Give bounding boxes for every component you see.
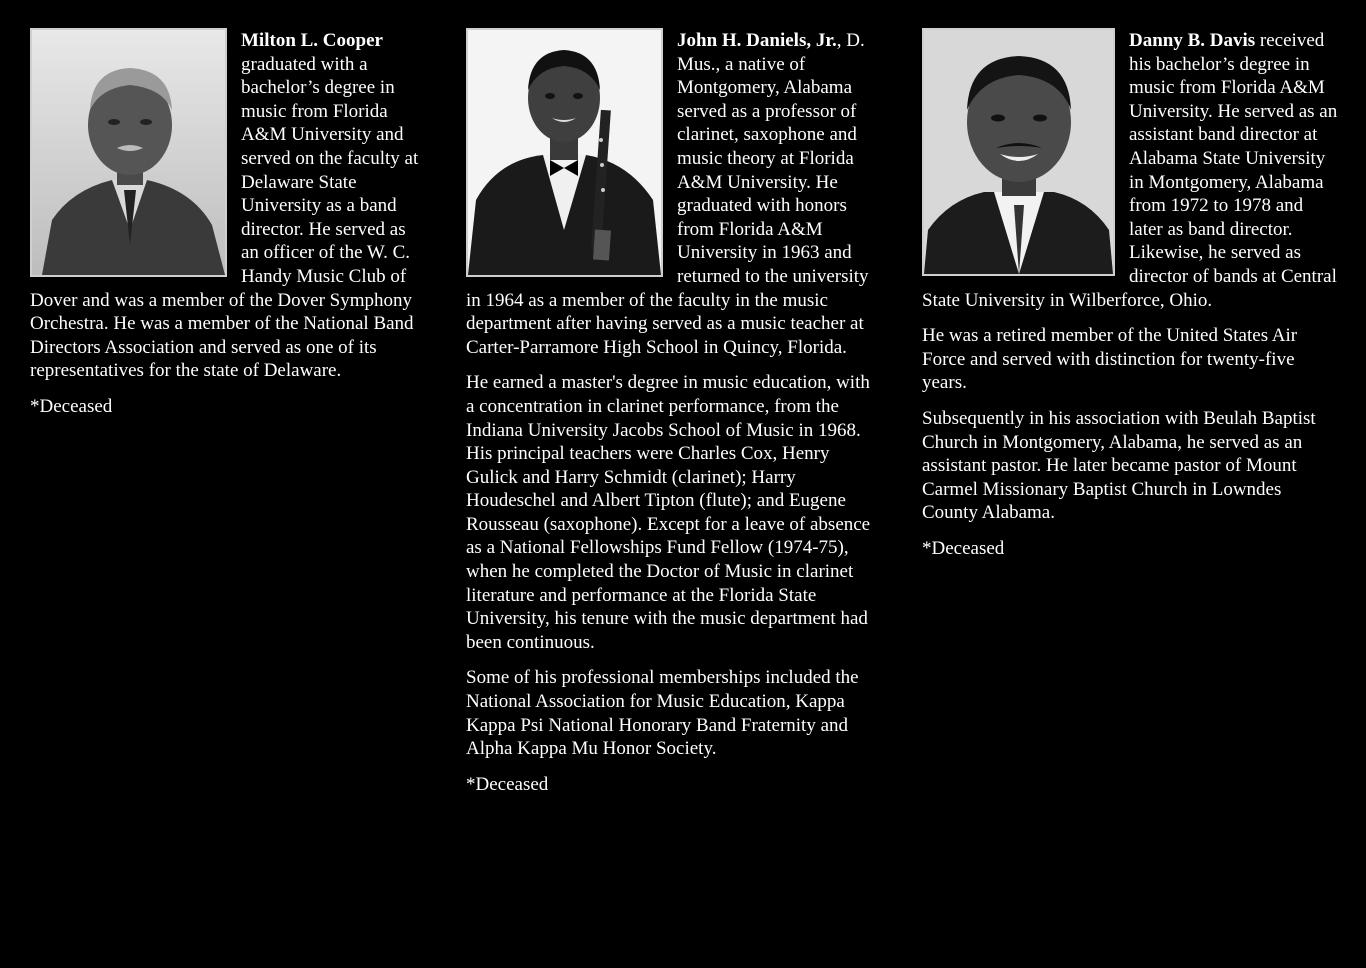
bio-danny-davis [922, 28, 1340, 560]
bio-name: Danny B. Davis [1129, 30, 1256, 51]
bio-john-daniels [466, 28, 878, 796]
bio-name: Milton L. Cooper [241, 30, 383, 51]
bio-text: received his bachelor’s degree in music from Florida A&M University. He served as an assistant band director at Alabama State University in Montgomery, Alabama from 1972 to 1978 and later as band director. Likewise, he served as director of bands at Central State University in Wilberforce, Ohio. [922, 30, 1338, 311]
bio-milton-cooper [30, 28, 428, 419]
deceased-note: *Deceased [466, 773, 549, 795]
bio-name: John H. Daniels, Jr. [677, 30, 837, 51]
portrait-photo-milton-cooper [30, 28, 227, 277]
bio-text: D. Mus., a native of Montgomery, Alabama served as a professor of clarinet, saxophone and music theory at Florida A&M University. He graduated with honors from Florida A&M University in 1963 and returned to the university in 1964 as a member of the faculty in the music department after having served as a music teacher at Carter-Parramore High School in Quincy, Florida. [466, 30, 869, 358]
bio-text: graduated with a bachelor’s degree in music from Florida A&M University and served on the faculty at Delaware State University as a band director. He served as an officer of the W. C. Handy Music Club of Dover and was a member of the Dover Symphony Orchestra. He was a member of the National Band Directors Association and served as one of its representatives for the state of Delaware. [30, 53, 419, 382]
portrait-photo-john-daniels [466, 28, 663, 277]
portrait-photo-danny-davis [922, 28, 1115, 276]
bio-paragraph: He earned a master's degree in music education, with a concentration in clarinet performance, from the Indiana University Jacobs School of Music in 1968. His principal teachers were Charles Cox, Henry Gulick and Harry Schmidt (clarinet); Harry Houdeschel and Albert Tipton (flute); and Eugene Rousseau (saxophone). Except for a leave of absence as a National Fellowships Fund Fellow (1974-75), when he completed the Doctor of Music in clarinet literature and performance at the Florida State University, his tenure with the music department had been continuous. [466, 372, 871, 653]
deceased-note: *Deceased [30, 395, 113, 417]
bio-paragraph: Some of his professional memberships included the National Association for Music Education, Kappa Kappa Psi National Honorary Band Fraternity and Alpha Kappa Mu Honor Society. [466, 667, 859, 760]
deceased-note: *Deceased [922, 537, 1005, 559]
bio-paragraph: Subsequently in his association with Beulah Baptist Church in Montgomery, Alabama, he served as an assistant pastor. He later became pastor of Mount Carmel Missionary Baptist Church in Lowndes County Alabama. [922, 407, 1316, 524]
bio-name-suffix: , [836, 30, 842, 51]
bio-paragraph: He was a retired member of the United States Air Force and served with distinction for twenty-five years. [922, 325, 1298, 394]
